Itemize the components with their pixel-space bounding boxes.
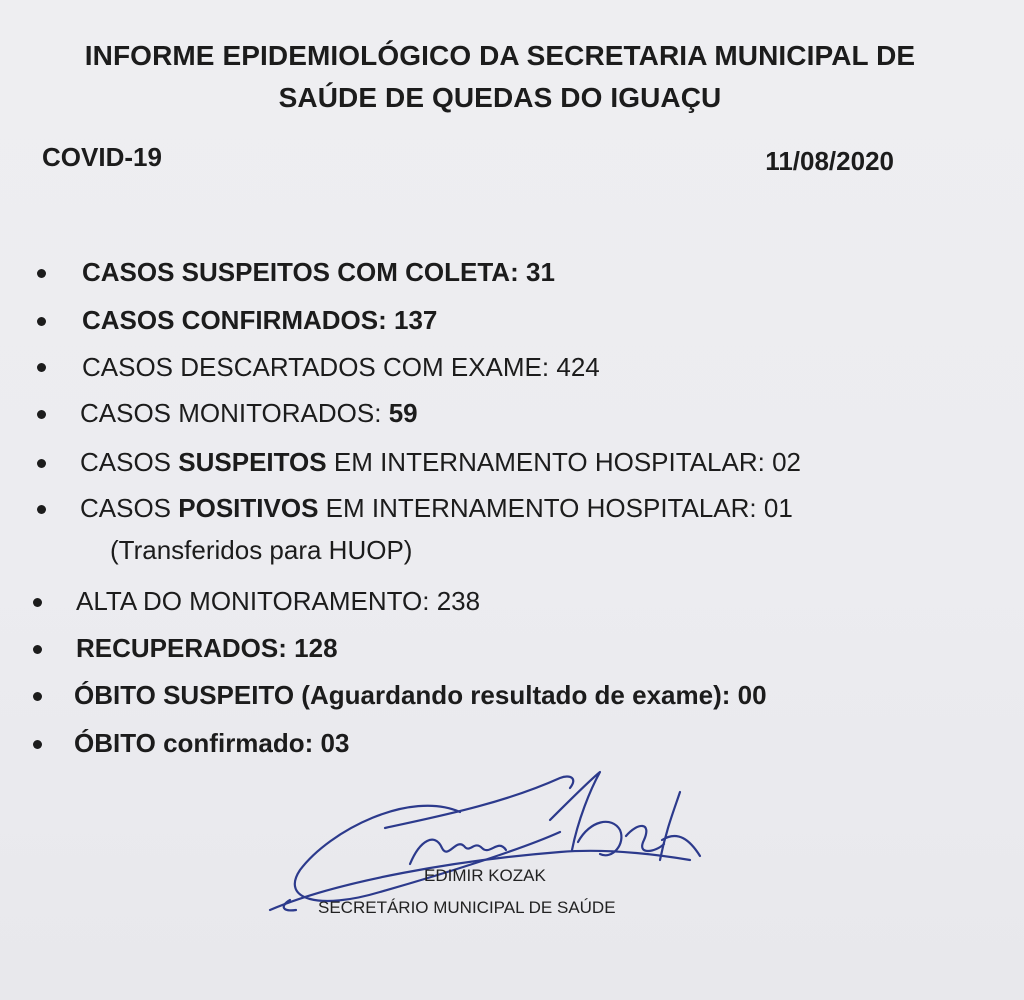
item-suspected-with-collection <box>82 255 555 289</box>
item-value: 02 <box>772 447 801 477</box>
item-value: 424 <box>556 352 600 382</box>
document-title-line-1: INFORME EPIDEMIOLÓGICO DA SECRETARIA MUNICIPAL DE <box>84 40 916 71</box>
signature-stroke <box>550 772 600 850</box>
item-label: CASOS SUSPEITOS COM COLETA: <box>82 257 519 287</box>
item-value: 137 <box>394 305 438 335</box>
item-label-suffix: EM INTERNAMENTO HOSPITALAR: <box>333 447 765 477</box>
signature-stroke <box>660 792 700 860</box>
item-value: 31 <box>525 257 555 287</box>
item-label-prefix: CASOS <box>80 493 172 523</box>
item-confirmed-death <box>74 726 349 760</box>
item-label: CASOS CONFIRMADOS: <box>82 305 387 335</box>
report-date: 11/08/2020 <box>765 146 894 176</box>
bullet-icon <box>33 692 42 701</box>
bullet-icon <box>37 505 46 514</box>
signature-stroke <box>385 776 573 828</box>
bullet-icon <box>33 598 42 607</box>
item-label: RECUPERADOS: <box>76 633 287 663</box>
item-value: 238 <box>436 586 481 616</box>
signature-stroke <box>626 826 664 851</box>
bullet-icon <box>37 317 46 326</box>
item-label-emphasis: SUSPEITOS <box>178 447 327 477</box>
item-label-suffix: EM INTERNAMENTO HOSPITALAR: <box>325 493 757 523</box>
document-title-line-2: SAÚDE DE QUEDAS DO IGUAÇU <box>278 82 722 113</box>
item-recovered <box>76 631 338 665</box>
item-label: ALTA DO MONITORAMENTO: <box>76 586 430 616</box>
item-label: ÓBITO confirmado: <box>74 728 314 758</box>
item-suspected-death <box>74 678 767 712</box>
item-value: 00 <box>737 680 767 710</box>
topic-label: COVID-19 <box>42 142 162 172</box>
item-label: ÓBITO SUSPEITO (Aguardando resultado de exame): <box>74 680 731 710</box>
signatory-role: SECRETÁRIO MUNICIPAL DE SAÚDE <box>318 898 616 917</box>
bullet-icon <box>33 645 42 654</box>
item-label-prefix: CASOS <box>80 447 172 477</box>
bullet-icon <box>37 459 46 468</box>
bullet-icon <box>33 740 42 749</box>
item-value: 128 <box>294 633 338 663</box>
item-value: 03 <box>320 728 350 758</box>
item-suspected-hospitalized <box>80 445 801 479</box>
item-monitored-cases <box>80 396 418 430</box>
item-positive-hospitalized <box>80 491 793 525</box>
bullet-icon <box>37 363 46 372</box>
item-discarded-cases <box>82 350 600 384</box>
signature-strokes <box>270 772 700 910</box>
item-value: 59 <box>388 398 418 428</box>
signatory-name: EDIMIR KOZAK <box>424 866 546 885</box>
signature-stroke <box>410 840 506 864</box>
bullet-icon <box>37 269 46 278</box>
bullet-icon <box>37 410 46 419</box>
item-label: CASOS DESCARTADOS COM EXAME: <box>82 352 550 382</box>
item-value: 01 <box>763 493 793 523</box>
item-confirmed-cases <box>82 303 437 337</box>
item-note: (Transferidos para HUOP) <box>110 535 413 565</box>
item-discharged-from-monitoring <box>76 584 480 618</box>
item-label: CASOS MONITORADOS: <box>80 398 382 428</box>
item-label-emphasis: POSITIVOS <box>178 493 319 523</box>
signature-stroke <box>295 806 560 901</box>
